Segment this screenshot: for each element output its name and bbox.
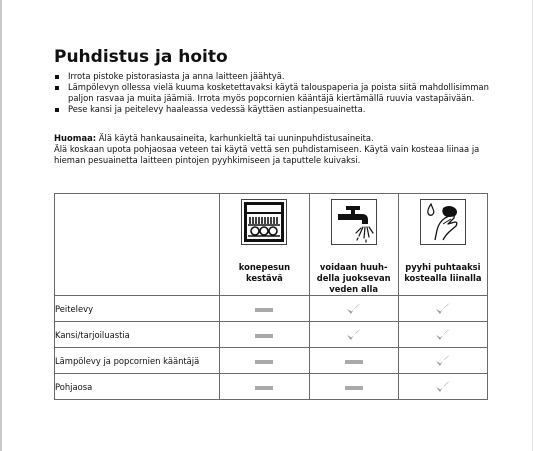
method-label-line: kostealla liinalla [404,273,482,283]
check-icon [346,302,362,316]
part-name: Pohjaosa [55,374,220,400]
method-label-line: voidaan huuh- [319,262,388,272]
mark-cell [220,322,309,348]
method-label-line: kestävä [246,273,283,283]
dash-icon [255,360,273,364]
check-icon [435,302,451,316]
method-wipe-cloth [398,194,487,296]
method-label-line: veden alla [329,284,379,294]
mark-cell [309,322,398,348]
table-header-row [55,194,488,296]
dash-icon [255,308,273,312]
check-icon [435,354,451,368]
method-dishwasher [220,194,309,296]
mark-cell [309,296,398,322]
instruction-item: Lämpölevyn ollessa vielä kuuma kosketettavaksi käytä talouspaperia ja poista siitä mahdollisimman paljon rasvaa ja muita jäämiä. Irrota myös popcornien kääntäjä kiertämällä ruuvia vastapäivään. [54,82,494,104]
mark-cell [220,374,309,400]
wipe-cloth-icon [420,199,466,245]
mark-cell [309,348,398,374]
method-running-water [309,194,398,296]
dash-icon [345,386,363,390]
table-row [55,322,488,348]
care-note [54,133,494,166]
page-title: Puhdistus ja hoito [54,47,228,67]
check-icon [435,380,451,394]
mark-cell [398,296,487,322]
note-label: Huomaa: [54,133,97,143]
method-label-line: pyyhi puhtaaksi [405,262,481,272]
page-edge-left [0,0,2,451]
instruction-item: Irrota pistoke pistorasiasta ja anna laitteen jäähtyä. [54,71,494,82]
part-name: Kansi/tarjoiluastia [55,322,220,348]
mark-cell [398,374,487,400]
instruction-item: Pese kansi ja peitelevy haaleassa vedessä käyttäen astianpesuainetta. [54,104,494,115]
note-line-1: Älä käytä hankausaineita, karhunkieltä tai uuninpuhdistusaineita. [96,133,374,143]
mark-cell [309,374,398,400]
note-line-2: Älä koskaan upota pohjaosaa veteen tai käytä vettä sen puhdistamiseen. Käytä vain kosteaa liinaa ja hieman pesuainetta laitteen pintojen pyyhkimiseen ja taputtele kuivaksi. [54,144,480,165]
table-corner-cell [55,194,220,296]
method-label [220,262,308,284]
table-row [55,348,488,374]
method-label [399,262,487,284]
part-name: Peitelevy [55,296,220,322]
mark-cell [220,348,309,374]
method-label-line: della juoksevan [316,273,391,283]
part-name: Lämpölevy ja popcornien kääntäjä [55,348,220,374]
cleaning-table [54,193,488,400]
running-water-icon [331,199,377,245]
mark-cell [220,296,309,322]
method-label-line: konepesun [238,262,291,272]
dash-icon [255,334,273,338]
table-row [55,374,488,400]
mark-cell [398,348,487,374]
dash-icon [255,386,273,390]
instruction-list [54,71,494,115]
mark-cell [398,322,487,348]
dishwasher-icon [241,199,287,245]
table-row [55,296,488,322]
check-icon [346,328,362,342]
check-icon [435,328,451,342]
dash-icon [345,360,363,364]
method-label [310,262,398,295]
